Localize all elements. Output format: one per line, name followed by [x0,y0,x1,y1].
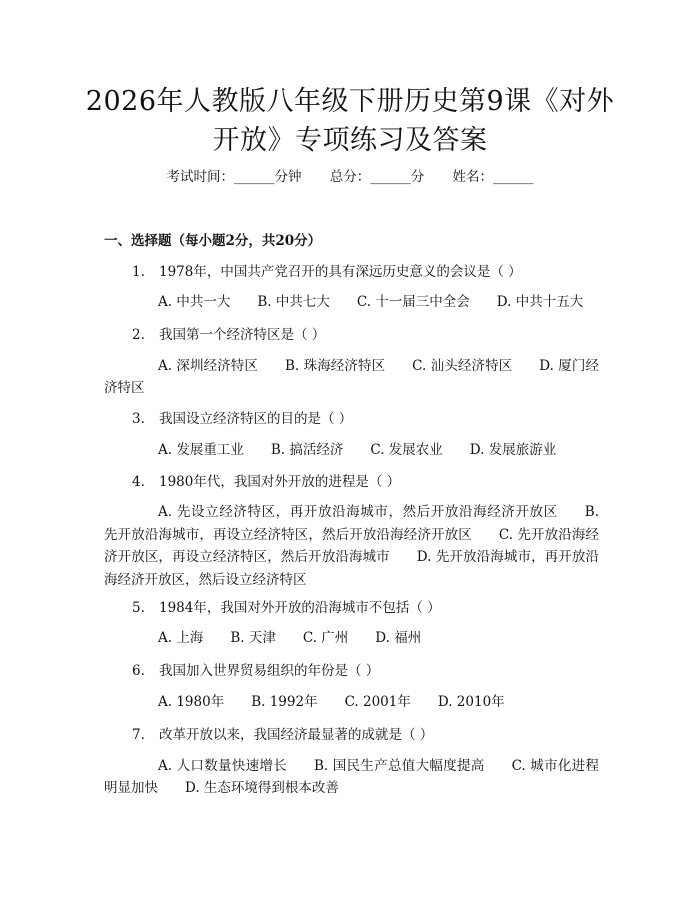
question-5 [132,597,612,619]
question-text: 我国设立经济特区的目的是（ ） [159,411,353,427]
question-6-options [104,691,599,713]
question-6 [132,660,612,682]
option-a: A. 深圳经济特区 [158,358,258,374]
option-a: A. 人口数量快速增长 [158,758,287,774]
option-b: B. 先开放沿海城市，再设立经济特区，然后开放沿海经济开放区 [104,504,599,543]
title-line-1: 2026年人教版八年级下册历史第9课《对外 [85,86,615,117]
question-5-options [104,627,599,649]
question-2 [132,324,612,346]
option-c: C. 城市化进程明显加快 [104,758,599,796]
option-b: B. 天津 [230,630,276,646]
option-b: B. 搞活经济 [270,442,344,458]
option-a: A. 1980年 [158,694,225,710]
option-c: C. 十一届三中全会 [356,294,470,310]
question-text: 1984年，我国对外开放的沿海城市不包括（ ） [159,600,441,616]
student-name: 姓名：______ [452,169,534,185]
option-a: A. 发展重工业 [158,442,244,458]
exam-meta [0,166,700,188]
question-1 [132,261,612,283]
question-number: 5. [132,600,145,616]
option-b: B. 中共七大 [257,294,330,310]
title-line-2: 开放》专项练习及答案 [212,125,488,156]
option-d: D. 中共十五大 [496,294,584,310]
question-3-options [104,439,599,461]
option-b: B. 国民生产总值大幅度提高 [314,758,485,774]
question-number: 1. [132,264,145,280]
option-c: C. 先开放沿海经济开放区，再设立经济特区，然后开放沿海城市 [104,526,599,565]
question-text: 改革开放以来，我国经济最显著的成就是（ ） [159,727,434,743]
option-d: D. 福州 [375,630,422,646]
option-c: C. 2001年 [344,694,411,710]
option-a: A. 上海 [158,630,204,646]
option-d: D. 发展旅游业 [469,442,557,458]
question-1-options [104,291,599,313]
question-text: 1980年代，我国对外开放的进程是（ ） [159,474,401,490]
option-a: A. 中共一大 [158,294,231,310]
question-text: 我国第一个经济特区是（ ） [159,327,326,343]
question-4 [132,471,612,493]
question-number: 6. [132,663,145,679]
option-b: B. 1992年 [251,694,318,710]
question-number: 7. [132,727,145,743]
option-b: B. 珠海经济特区 [285,358,386,374]
option-c: C. 广州 [302,630,349,646]
option-d: D. 先开放沿海城市，再开放沿海经济开放区，然后设立经济特区 [104,549,600,588]
question-3 [132,408,612,430]
option-c: C. 发展农业 [370,442,443,458]
question-number: 4. [132,474,145,490]
exam-time: 考试时间：______分钟 [166,169,302,185]
option-d: D. 厦门经济特区 [104,358,599,396]
option-a: A. 先设立经济特区，再开放沿海城市，然后开放沿海经济开放区 [158,504,558,520]
question-4-options [104,501,599,591]
question-2-options [104,355,599,399]
option-d: D. 生态环境得到根本改善 [185,780,339,796]
page-title [60,82,640,160]
question-text: 1978年，中国共产党召开的具有深远历史意义的会议是（ ） [159,264,522,280]
section-title: 一、选择题（每小题2分，共20分） [104,233,322,249]
question-7 [132,724,612,746]
option-d: D. 2010年 [437,694,505,710]
question-number: 2. [132,327,145,343]
question-text: 我国加入世界贸易组织的年份是（ ） [159,663,380,679]
question-number: 3. [132,411,145,427]
option-c: C. 汕头经济特区 [412,358,513,374]
total-score: 总分：______分 [329,169,425,185]
question-7-options [104,755,599,799]
